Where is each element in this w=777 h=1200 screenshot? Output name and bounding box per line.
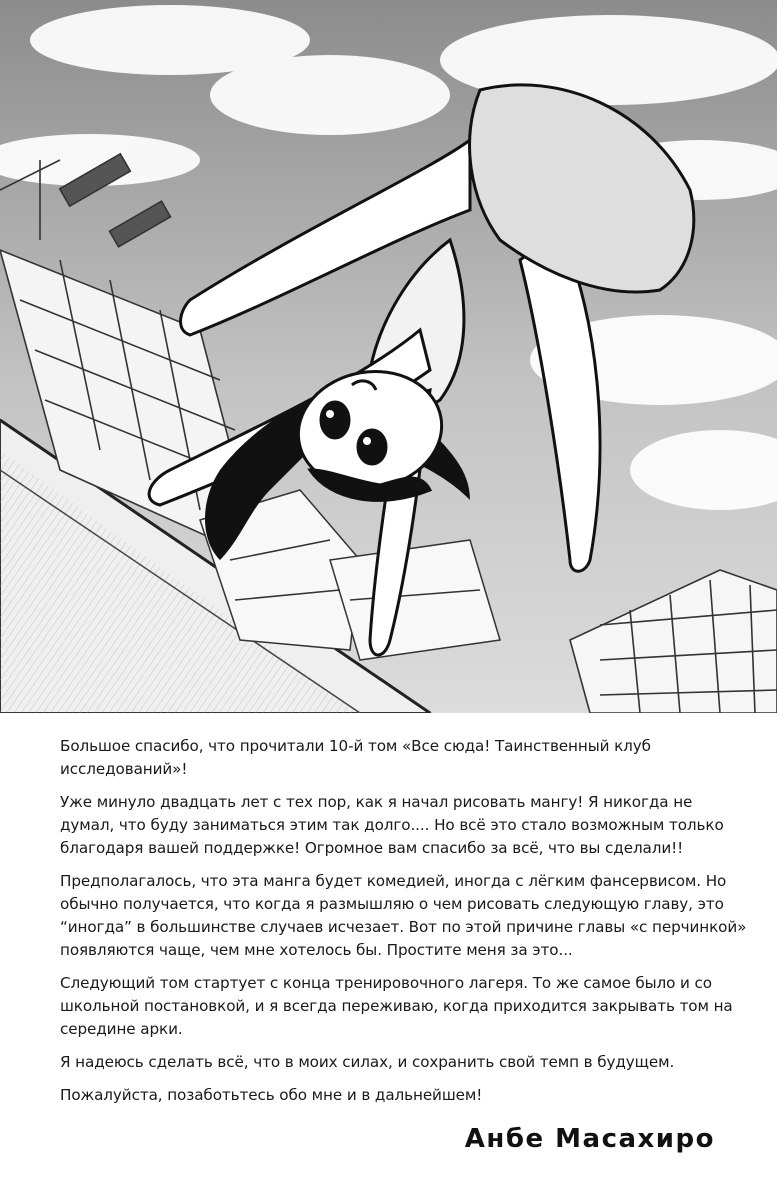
- afterword-paragraph-3: Предполагалось, что эта манга будет комедией, иногда с лёгким фансервисом. Но обычно получается, что когда я размышляю о чем рисовать следующую главу, это “иногда” в большинстве случаев исчезает. Вот по этой причине главы «с перчинкой» появляются чаще, чем мне хотелось бы. Простите меня за это...: [60, 872, 747, 959]
- afterword-paragraph-6: Пожалуйста, позаботьтесь обо мне и в дальнейшем!: [60, 1086, 483, 1104]
- afterword-paragraph-2: Уже минуло двадцать лет с тех пор, как я начал рисовать мангу! Я никогда не думал, что буду заниматься этим так долго.... Но всё это стало возможным только благодаря вашей поддержке! Огромное вам спасибо за всё, что вы сделали!!: [60, 793, 724, 857]
- afterword-paragraph-1: Большое спасибо, что прочитали 10-й том «Все сюда! Таинственный клуб исследований»!: [60, 737, 651, 778]
- afterword-text: [60, 735, 750, 1117]
- afterword-paragraph-5: Я надеюсь сделать всё, что в моих силах, и сохранить свой темп в будущем.: [60, 1053, 675, 1071]
- author-signature: Анбе Масахиро: [464, 1124, 715, 1154]
- afterword-paragraph-4: Следующий том стартует с конца тренировочного лагеря. То же самое было и со школьной постановкой, и я всегда переживаю, когда приходится закрывать том на середине арки.: [60, 974, 733, 1038]
